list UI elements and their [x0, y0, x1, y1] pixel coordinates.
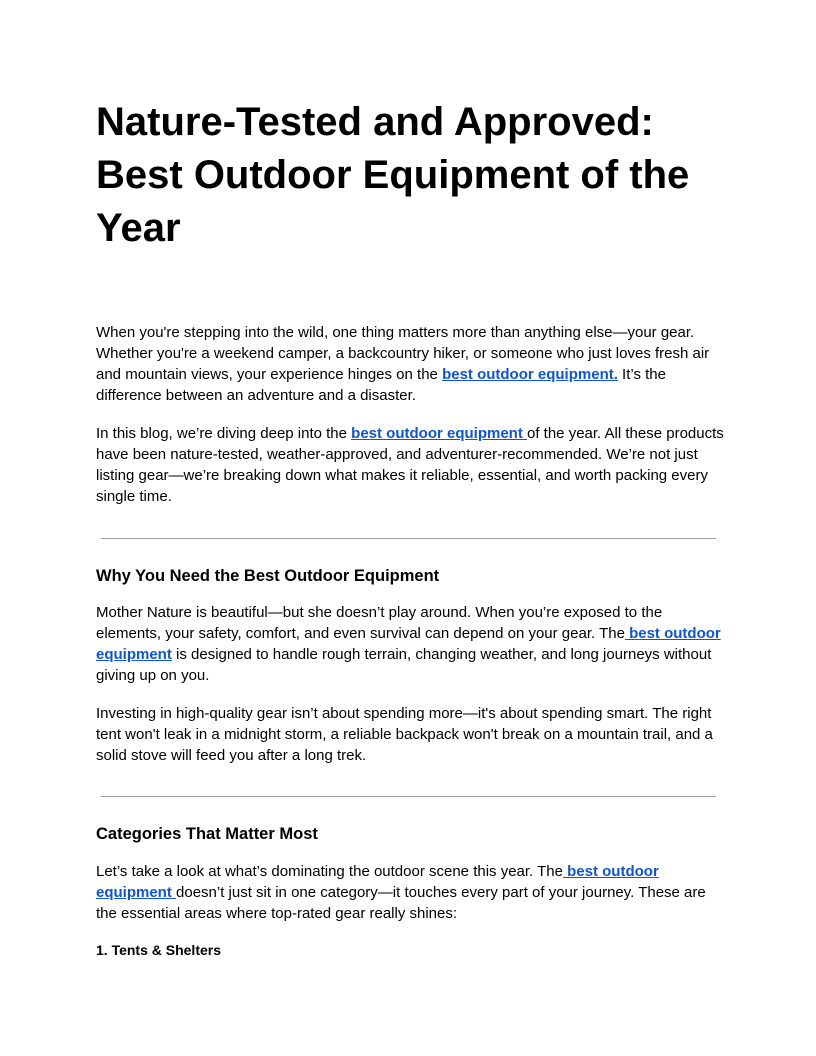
- page-title: Nature-Tested and Approved: Best Outdoor Equipment of the Year: [96, 100, 690, 250]
- paragraph-text: When you're stepping into the wild, one thing matters more than anything else—your gear. Whether you're a weekend camper, a backcountry hiker, or someone who just loves fresh air and mountain views, your experience hinges on the: [96, 324, 710, 383]
- paragraph-text: It’s the difference between an adventure and a disaster.: [96, 366, 666, 404]
- paragraph-text: doesn’t just sit in one category—it touches every part of your journey. These are the essential areas where top-rated gear really shines:: [96, 884, 706, 922]
- why-paragraph-2: Investing in high-quality gear isn’t about spending more—it's about spending smart. The right tent won't leak in a midnight storm, a reliable backpack won't break on a mountain trail, and a solid stove will feed you after a long trek.: [96, 705, 713, 764]
- paragraph-text: of the year. All these products have been nature-tested, weather-approved, and adventurer-recommended. We’re not just listing gear—we’re breaking down what makes it reliable, essential, and worth packing every single time.: [96, 425, 724, 505]
- best-outdoor-equipment-link[interactable]: best outdoor equipment: [351, 425, 527, 442]
- paragraph-text: In this blog, we’re diving deep into the: [96, 425, 352, 442]
- paragraph-text: Mother Nature is beautiful—but she doesn’t play around. When you’re exposed to the elements, your safety, comfort, and even survival can depend on your gear. The: [96, 604, 663, 642]
- best-outdoor-equipment-link[interactable]: best outdoor equipment.: [442, 366, 618, 383]
- intro-paragraph-2: [96, 423, 726, 507]
- section-divider: [101, 538, 716, 539]
- categories-paragraph-1: [96, 861, 726, 924]
- paragraph-text: Let’s take a look at what’s dominating the outdoor scene this year. The: [96, 863, 563, 880]
- why-paragraph-1: [96, 602, 726, 686]
- best-outdoor-equipment-link[interactable]: best outdoor equipment: [96, 625, 721, 663]
- section-heading-why: Why You Need the Best Outdoor Equipment: [96, 567, 440, 585]
- intro-paragraph-1: [96, 322, 726, 406]
- subheading-tents-shelters: 1. Tents & Shelters: [96, 942, 222, 958]
- paragraph-text: is designed to handle rough terrain, changing weather, and long journeys without giving up on you.: [96, 646, 712, 684]
- section-heading-categories: Categories That Matter Most: [96, 825, 318, 843]
- best-outdoor-equipment-link[interactable]: best outdoor equipment: [96, 863, 659, 901]
- section-divider: [101, 796, 716, 797]
